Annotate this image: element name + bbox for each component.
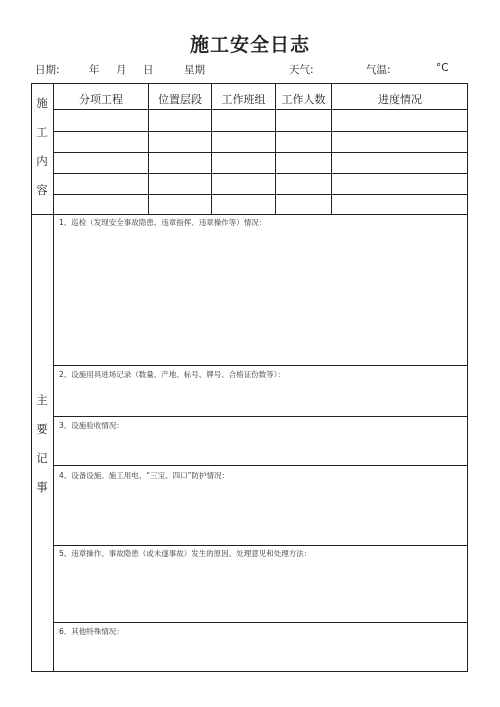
construction-content-label: 施 工 内 容 xyxy=(36,96,48,197)
weekday-label: 星期 xyxy=(184,64,205,76)
column-header-progress: 进度情况 xyxy=(378,93,422,106)
temperature-unit: °C xyxy=(436,62,449,74)
record-divider xyxy=(53,465,468,466)
record-item-inspection: 1、巡检（发现安全事故隐患、违章指挥、违章操作等）情况： xyxy=(59,218,267,227)
label-column-divider xyxy=(53,83,54,672)
column-header-subproject: 分项工程 xyxy=(79,93,123,106)
row-divider xyxy=(53,173,468,174)
day-label: 日 xyxy=(143,64,154,76)
row-divider xyxy=(53,194,468,195)
row-divider xyxy=(53,152,468,153)
record-divider xyxy=(53,365,468,366)
year-label: 年 xyxy=(89,64,100,76)
record-item-equipment-entry: 2、设施用具进场记录（数量、产地、标号、牌号、合格证份数等）： xyxy=(59,370,286,379)
column-header-location: 位置层段 xyxy=(158,93,202,106)
record-divider xyxy=(53,416,468,417)
record-item-special: 6、其他特殊情况： xyxy=(59,627,124,636)
row-divider xyxy=(53,109,468,110)
column-header-team: 工作班组 xyxy=(221,93,266,106)
record-item-protection: 4、设备设施、施工用电、“三宝、四口”防护情况： xyxy=(59,471,230,480)
page-title: 施工安全日志 xyxy=(189,34,310,56)
record-item-acceptance: 3、设施验收情况： xyxy=(59,421,124,430)
record-divider xyxy=(53,545,468,546)
row-divider xyxy=(53,131,468,132)
main-records-label: 主 要 记 事 xyxy=(36,393,48,494)
record-item-violations: 5、违章操作、事故隐患（或未遂事故）发生的原因、处理意见和处理方法： xyxy=(59,549,312,558)
weather-label: 天气: xyxy=(289,64,314,76)
record-divider xyxy=(53,622,468,623)
column-header-headcount: 工作人数 xyxy=(281,93,326,106)
section-divider xyxy=(31,214,468,215)
temperature-label: 气温: xyxy=(366,64,391,76)
month-label: 月 xyxy=(116,64,127,76)
date-label: 日期: xyxy=(35,64,60,76)
